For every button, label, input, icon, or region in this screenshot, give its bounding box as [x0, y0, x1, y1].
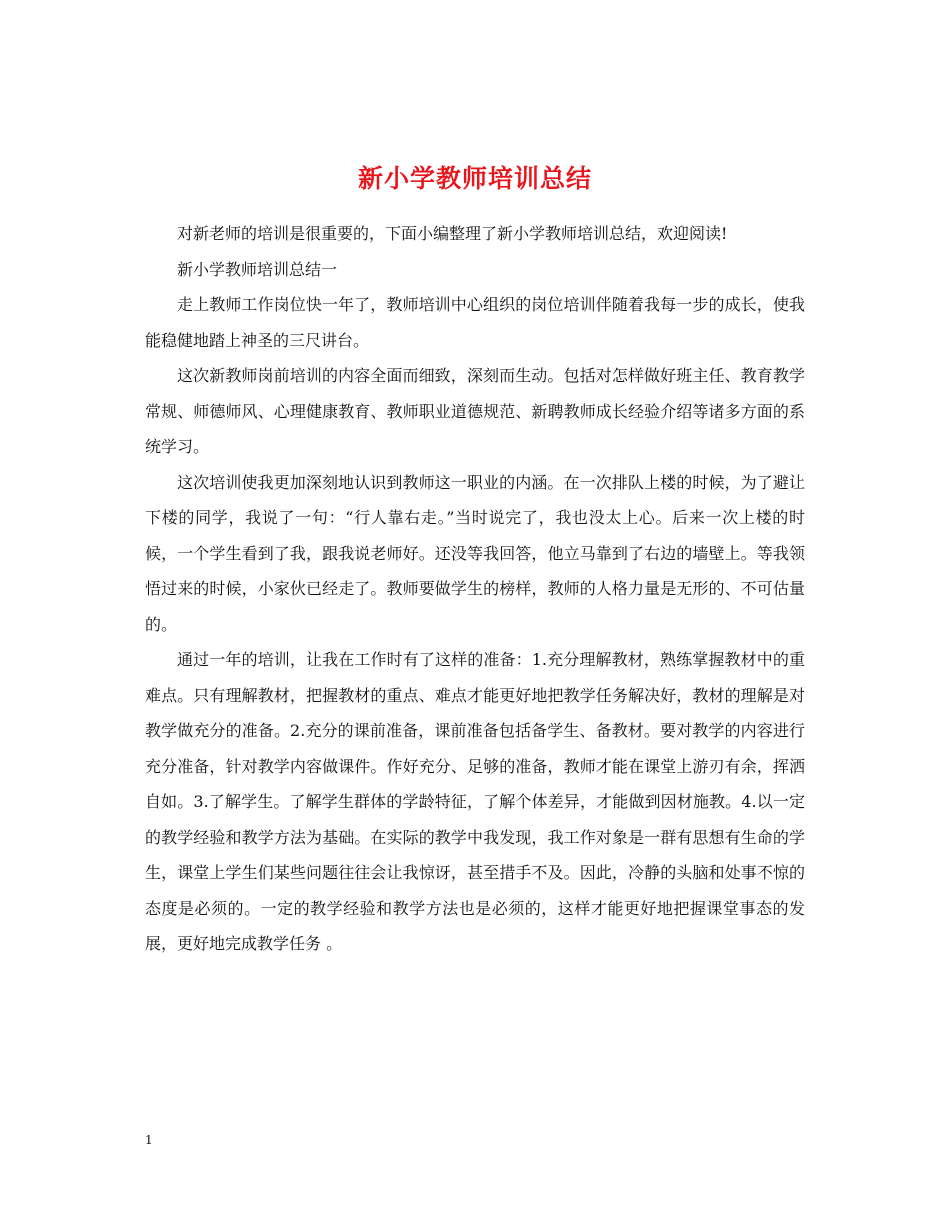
paragraph-intro: 对新老师的培训是很重要的，下面小编整理了新小学教师培训总结，欢迎阅读! — [177, 224, 728, 243]
paragraph-1: 走上教师工作岗位快一年了，教师培训中心组织的岗位培训伴随着我每一步的成长，使我能稳健地踏上神圣的三尺讲台。 — [145, 295, 805, 350]
page-number: 1 — [145, 1133, 153, 1147]
document-body — [145, 216, 805, 962]
section-heading: 新小学教师培训总结一 — [177, 259, 338, 279]
paragraph-3: 这次培训使我更加深刻地认识到教师这一职业的内涵。在一次排队上楼的时候，为了避让下楼的同学，我说了一句：“行人靠右走。”当时说完了，我也没太上心。后来一次上楼的时候，一个学生看到了我，跟我说老师好。还没等我回答，他立马靠到了右边的墙壁上。等我领悟过来的时候，小家伙已经走了。教师要做学生的榜样，教师的人格力量是无形的、不可估量的。 — [145, 472, 805, 634]
document-title: 新小学教师培训总结 — [357, 163, 592, 193]
paragraph-4: 通过一年的培训，让我在工作时有了这样的准备：1.充分理解教材，熟练掌握教材中的重难点。只有理解教材，把握教材的重点、难点才能更好地把教学任务解决好，教材的理解是对教学做充分的准备。2.充分的课前准备，课前准备包括备学生、备教材。要对教学的内容进行充分准备，针对教学内容做课件。作好充分、足够的准备，教师才能在课堂上游刃有余，挥洒自如。3.了解学生。了解学生群体的学龄特征，了解个体差异，才能做到因材施教。4.以一定的教学经验和教学方法为基础。在实际的教学中我发现，我工作对象是一群有思想有生命的学生，课堂上学生们某些问题往往会让我惊讶，甚至措手不及。因此，冷静的头脑和处事不惊的态度是必须的。一定的教学经验和教学方法也是必须的，这样才能更好地把握课堂事态的发展，更好地完成教学任务 。 — [145, 650, 805, 953]
paragraph-2: 这次新教师岗前培训的内容全面而细致，深刻而生动。包括对怎样做好班主任、教育教学常规、师德师风、心理健康教育、教师职业道德规范、新聘教师成长经验介绍等诸多方面的系统学习。 — [145, 366, 805, 456]
